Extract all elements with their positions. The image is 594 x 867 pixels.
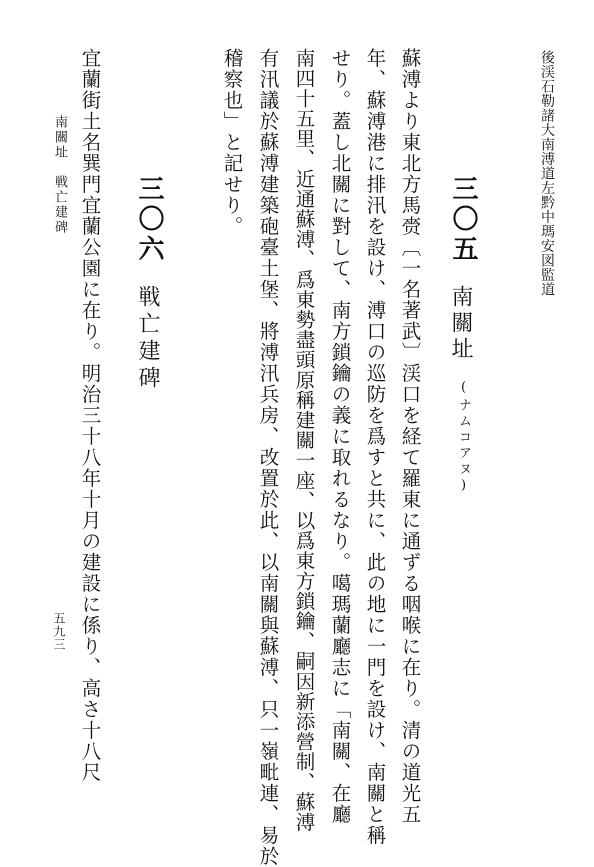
body-line: せり。蓋し北關に對して、南方鎖鑰の義に取れるなり。噶瑪蘭廳志に「南關、在廳 bbox=[328, 48, 352, 825]
section-reading-305: (ナムコアヌ) bbox=[456, 380, 471, 496]
body-line: 蘇溥より東北方馬赍〔一名著武〕渓口を経て羅東に通ずる咽喉に在り。清の道光五 bbox=[398, 48, 422, 825]
body-line: 南四十五里、近通蘇溥、爲東勢盡頭原稱建關一座、以爲東方鎖鑰、嗣因新添營制、蘇溥 bbox=[292, 48, 316, 832]
body-line: 有汛議於蘇溥建築砲臺土堡、將溥汛兵房、改置於此、以南關與蘇溥、只一嶺毗連、易於 bbox=[256, 48, 280, 867]
page-number: 五九三 bbox=[52, 612, 66, 651]
section-title-305: 南關址 bbox=[448, 285, 473, 363]
body-line: 宜蘭街土名巽門宜蘭公園に在り。明治三十八年十月の建設に係り、高さ十八尺 bbox=[78, 48, 102, 783]
section-number-305: 三〇五 bbox=[448, 175, 478, 265]
section-number-306: 三〇六 bbox=[134, 175, 164, 265]
body-line: 年、蘇溥港に排汛を設け、溥口の巡防を爲すと共に、此の地に一門を設け、南關と稱 bbox=[363, 48, 387, 846]
running-footer: 南關址 戦亡建碑 bbox=[52, 115, 67, 235]
section-title-306: 戦亡建碑 bbox=[135, 285, 160, 393]
running-header: 後渓石勒諸大南溥道左黔中瑪安図監道 bbox=[539, 50, 555, 297]
body-line: 稽察也」と記せり。 bbox=[220, 48, 244, 237]
